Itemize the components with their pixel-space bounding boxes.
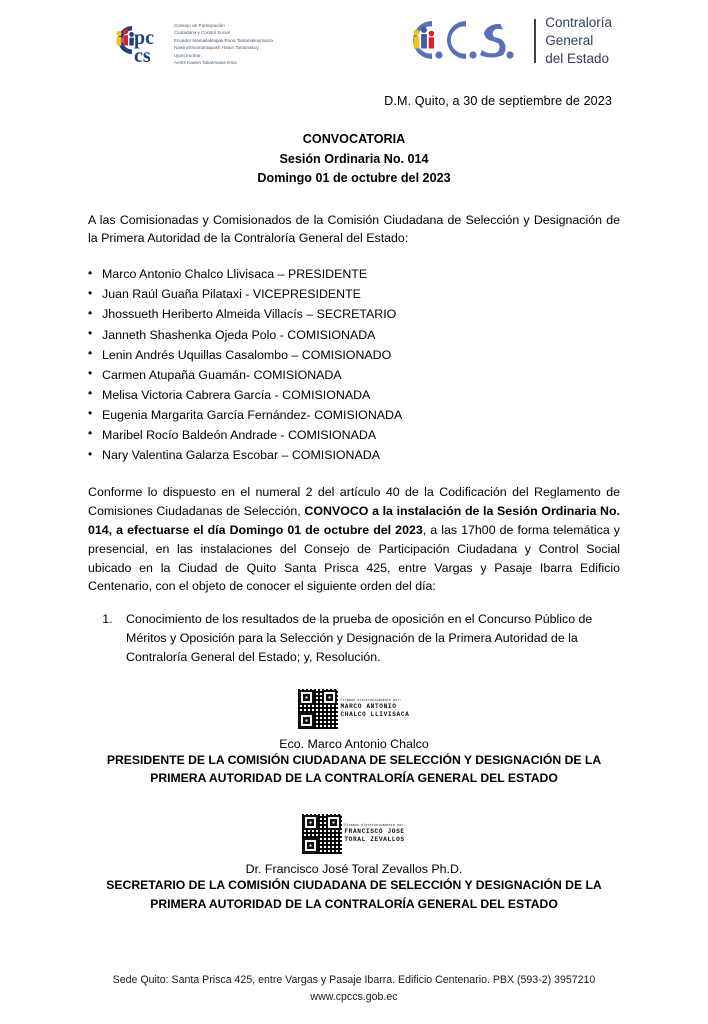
ccs-word-line-2: General: [545, 32, 594, 48]
signature-stamp-text: [344, 824, 405, 843]
ccs-word-line-3: del Estado: [545, 50, 609, 66]
cpccs-logo: [106, 20, 273, 70]
signature-role-line1: PRESIDENTE DE LA COMISIÓN CIUDADANA DE SELECCIÓN Y DESIGNACIÓN DE LA: [106, 752, 602, 767]
list-item: • Lenin Andrés Uquillas Casalombo – COMISIONADO: [88, 345, 620, 365]
ccs-logo-divider: [534, 19, 536, 63]
svg-text:cs: cs: [134, 45, 151, 67]
cpccs-tagline-shuar-1: Ujunt Iruntrar,: [174, 53, 202, 59]
date-line: D.M. Quito, a 30 de septiembre de 2023: [384, 94, 612, 108]
title-line-convocatoria: CONVOCATORIA: [302, 132, 406, 146]
cpccs-tagline-kichwa-2: Nawinchinamantapash Hatun Tantanakuy: [174, 44, 259, 50]
signature-block-secretary: [88, 814, 620, 913]
page-title: [88, 130, 620, 189]
signature-stamp-name-line1: FRANCISCO JOSE: [344, 827, 405, 835]
list-item: • Maribel Rocío Baldeón Andrade - COMISIONADA: [88, 425, 620, 445]
signature-role-line2: PRIMERA AUTORIDAD DE LA CONTRALORÍA GENERAL DEL ESTADO: [150, 771, 558, 786]
signature-block-president: [88, 689, 620, 788]
convocation-text-bold: CONVOCO a la instalación de la Sesión Ordinaria No. 014, a efectuarse el día Domingo 01 de octubre del 2023: [88, 504, 620, 537]
svg-text:pc: pc: [134, 27, 154, 49]
convocation-text-part2: , a las 17h00 de forma telemática y presencial, en las instalaciones del Consejo de Participación Ciudadana y Control Social ubicado en la Ciudad de Quito Santa Prisca 425, entre Vargas y Pasaje Ibarra Edificio Centenario, con el objeto de conocer el siguiente orden del día:: [88, 522, 620, 594]
signature-role-line1: SECRETARIO DE LA COMISIÓN CIUDADANA DE SELECCIÓN Y DESIGNACIÓN DE LA: [106, 878, 602, 893]
list-item: • Juan Raúl Guaña Pilataxi - VICEPRESIDENTE: [88, 284, 620, 304]
list-item: • Eugenia Margarita García Fernández- COMISIONADA: [88, 405, 620, 425]
agenda-list: [88, 610, 620, 667]
cpccs-logo-icon: [106, 20, 170, 70]
list-item: • Carmen Atupaña Guamán- COMISIONADA: [88, 365, 620, 385]
commissioners-list: [88, 264, 620, 465]
agenda-item: [116, 610, 620, 667]
signature-stamp-name-line2: CHALCO LLIVISACA: [340, 710, 410, 718]
cpccs-tagline-kichwa-1: Ecuador Mamallaktapak Runa Tantanakuymanta: [174, 38, 273, 44]
signature-stamp-name-line1: MARCO ANTONIO: [340, 702, 397, 710]
ccs-logo-icon: [404, 17, 532, 65]
cpccs-logo-text: [174, 23, 273, 69]
cpccs-tagline-es-1: Consejo de Participación: [174, 23, 225, 28]
qr-code-icon: [302, 814, 342, 854]
signature-person-name: Dr. Francisco José Toral Zevallos Ph.D.: [245, 862, 463, 877]
convocation-text-part1: Conforme lo dispuesto en el numeral 2 del artículo 40 de la Codificación del Reglamento de Comisiones Ciudadanas de Selección,: [88, 485, 620, 519]
electronic-signature-stamp: [302, 814, 405, 854]
signature-stamp-label: Firmado electrónicamente por:: [340, 698, 402, 703]
list-item: • Melisa Victoria Cabrera García - COMISIONADA: [88, 385, 620, 405]
qr-code-icon: [298, 689, 338, 729]
signature-role-line2: PRIMERA AUTORIDAD DE LA CONTRALORÍA GENERAL DEL ESTADO: [150, 896, 558, 911]
title-line-date: Domingo 01 de octubre del 2023: [257, 171, 451, 186]
signature-stamp-name-line2: TORAL ZEVALLOS: [344, 835, 405, 843]
list-item: • Jhossueth Heriberto Almeida Villacís – SECRETARIO: [88, 304, 620, 324]
ccs-word-line-1: Contraloría: [545, 15, 612, 30]
signature-stamp-text: [340, 699, 409, 718]
cpccs-tagline-shuar-2: Aents Kawen Takatmania Iimia: [174, 59, 237, 65]
list-item: • Nary Valentina Galarza Escobar – COMISIONADA: [88, 445, 620, 465]
cpccs-tagline-es-2: Ciudadana y Control Social: [174, 29, 230, 35]
document-footer: [0, 973, 708, 1006]
electronic-signature-stamp: [298, 689, 409, 729]
title-line-session: Sesión Ordinaria No. 014: [279, 151, 429, 166]
list-item: • Janneth Shashenka Ojeda Polo - COMISIONADA: [88, 325, 620, 345]
footer-url[interactable]: www.cpccs.gob.ec: [310, 991, 398, 1004]
ccs-logo-wordmark: [545, 14, 612, 68]
agenda-item-text: 1. Conocimiento de los resultados de la prueba de oposición en el Concurso Público de Méritos y Oposición para la Selección y Designación de la Primera Autoridad de la Contraloría General del Estado; y, Resolución.: [126, 612, 593, 664]
signature-stamp-label: Firmado electrónicamente por:: [344, 823, 406, 828]
signature-person-name: Eco. Marco Antonio Chalco: [279, 736, 429, 751]
salutation-paragraph: A las Comisionadas y Comisionados de la Comisión Ciudadana de Selección y Designación de la Primera Autoridad de la Contraloría General del Estado:: [88, 212, 620, 246]
document-header: [88, 0, 620, 92]
footer-address: Sede Quito: Santa Prisca 425, entre Vargas y Pasaje Ibarra. Edificio Centenario. PBX (593-2) 3957210: [112, 974, 596, 987]
ccs-logo: [404, 14, 612, 68]
convocation-paragraph: [88, 483, 620, 596]
list-item: • Marco Antonio Chalco Llivisaca – PRESIDENTE: [88, 264, 620, 284]
